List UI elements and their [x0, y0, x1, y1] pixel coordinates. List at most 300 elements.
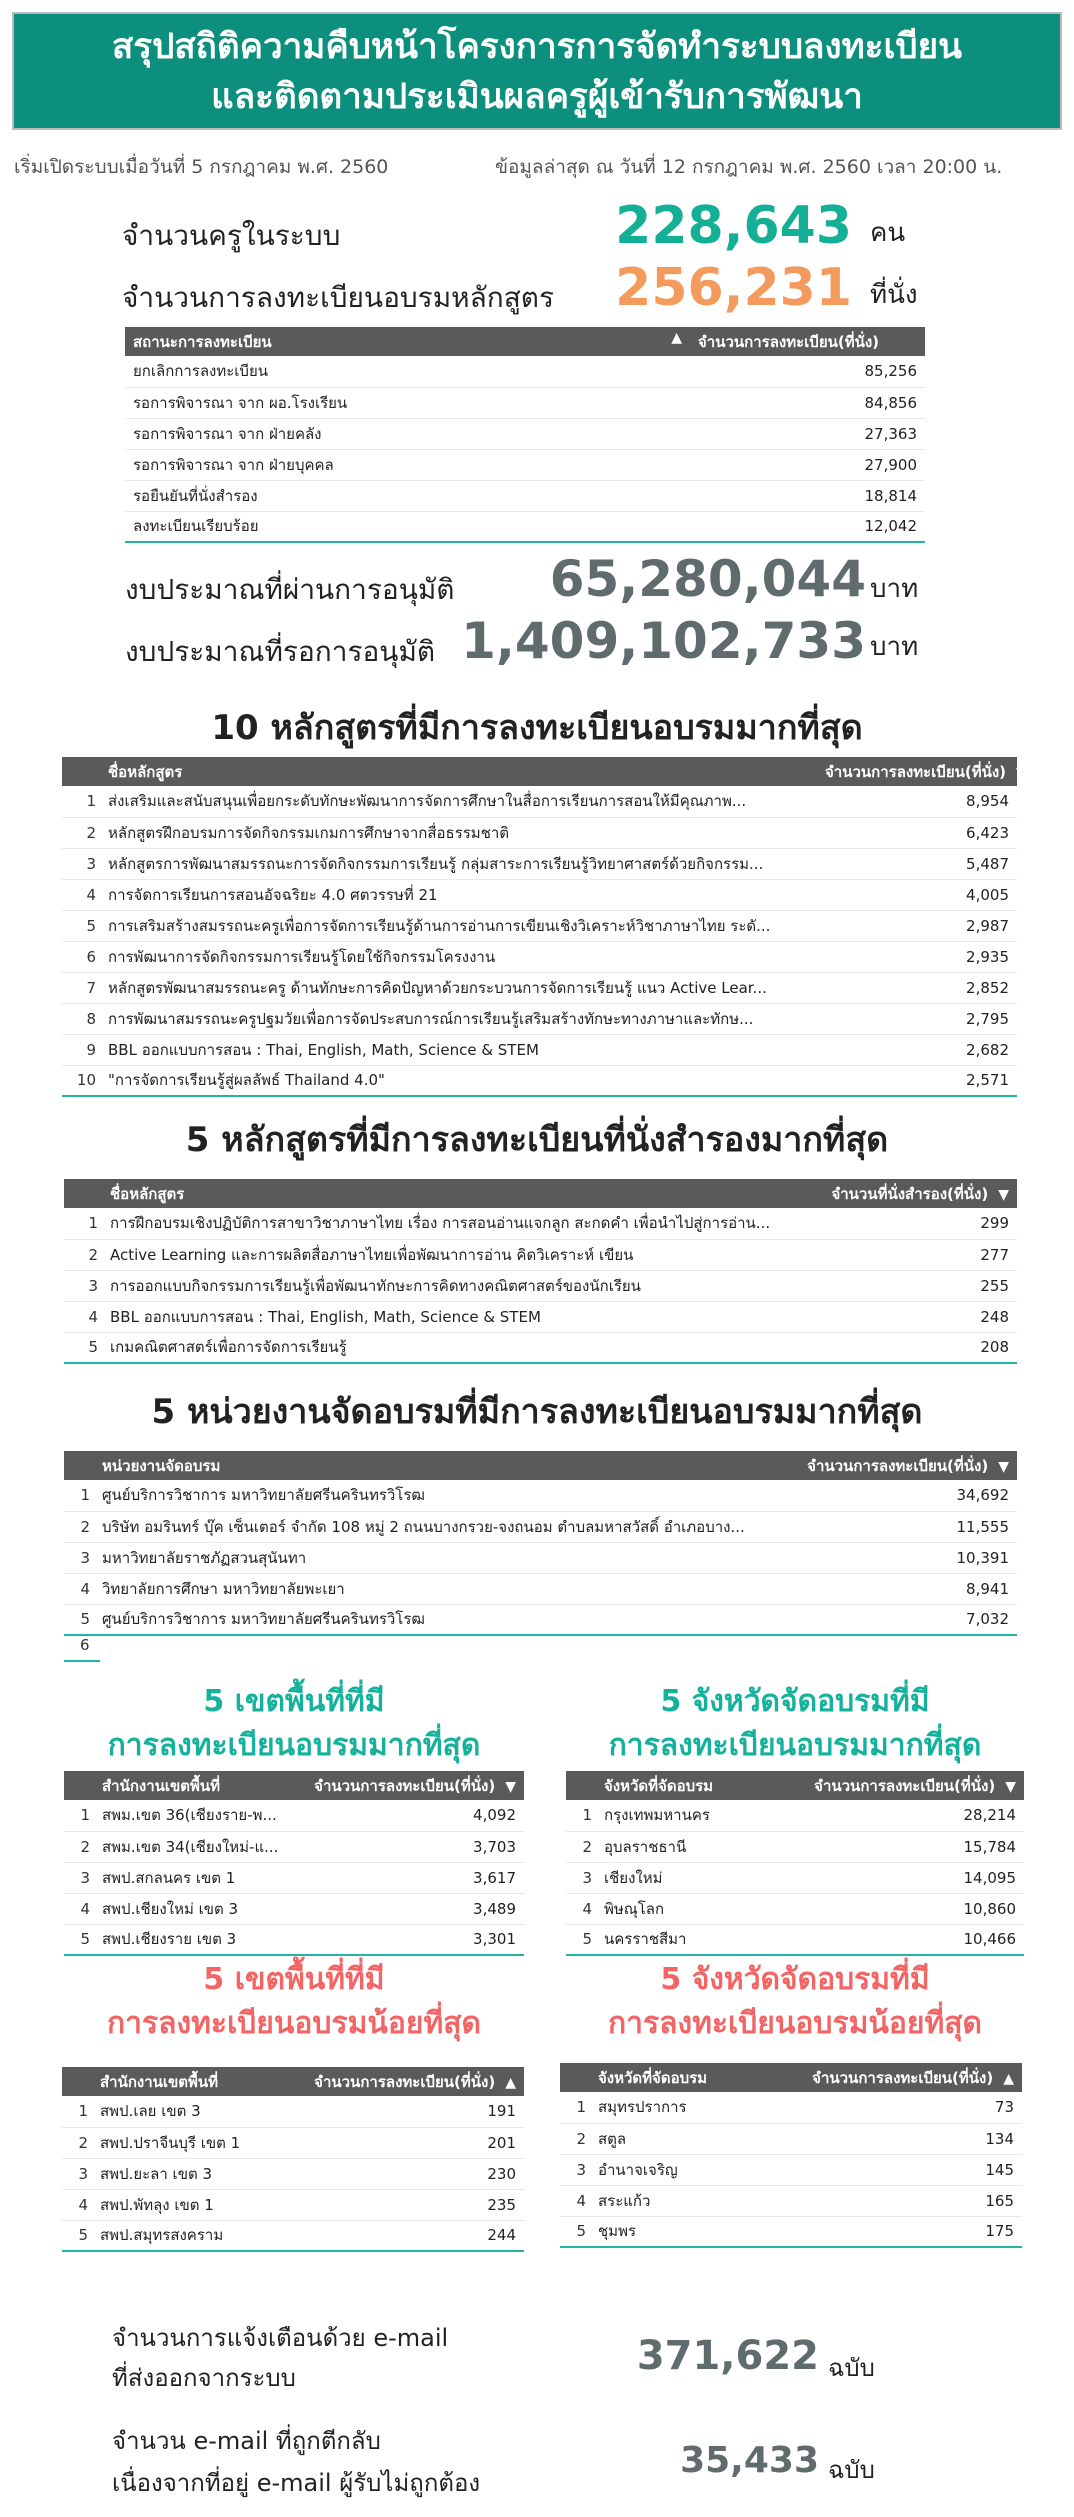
prov-most-table	[566, 1771, 1024, 1956]
row-value: 3,489	[294, 1893, 524, 1924]
row-value: 165	[792, 2185, 1022, 2216]
row-number: 1	[64, 1208, 102, 1239]
row-name	[125, 511, 690, 542]
row-name	[94, 1831, 294, 1862]
row-number: 5	[62, 2220, 92, 2251]
row-number: 1	[62, 786, 100, 817]
row-value: 134	[792, 2123, 1022, 2154]
triangle-down-icon[interactable]: ▼	[998, 1458, 1009, 1475]
table-row[interactable]	[125, 418, 925, 449]
row-name	[100, 910, 817, 941]
row-name	[102, 1332, 817, 1363]
row-value: 201	[294, 2127, 524, 2158]
row-name	[100, 941, 817, 972]
course-col-header[interactable]: ชื่อหลักสูตร	[102, 1179, 817, 1208]
top5reserve-title: 5 หลักสูตรที่มีการลงทะเบียนที่นั่งสำรองมากที่สุด	[185, 1120, 889, 1160]
row-value: 3,301	[294, 1924, 524, 1955]
triangle-down-icon[interactable]: ▼	[1016, 764, 1027, 781]
row-name-text: BBL ออกแบบการสอน : Thai, English, Math, Science & STEM	[110, 1307, 541, 1326]
row-value: 255	[817, 1270, 1017, 1301]
row-value: 2,852	[817, 972, 1017, 1003]
budget-pending-unit: บาท	[870, 632, 919, 662]
table-row[interactable]	[62, 941, 1017, 972]
extra-row-line	[64, 1660, 100, 1662]
table-row[interactable]	[62, 1065, 1017, 1096]
row-name-text: การจัดการเรียนการสอนอัจฉริยะ 4.0 ศตวรรษที่ 21	[108, 885, 438, 904]
row-value: 27,363	[690, 418, 925, 449]
row-number: 3	[64, 1862, 94, 1893]
table-row[interactable]	[125, 356, 925, 387]
row-value: 84,856	[690, 387, 925, 418]
table-row[interactable]	[62, 1034, 1017, 1065]
teachers-unit: คน	[870, 218, 906, 248]
table-row[interactable]	[566, 1924, 1024, 1955]
row-value: 7,032	[797, 1604, 1017, 1635]
row-name	[596, 1893, 794, 1924]
table-row[interactable]	[64, 1270, 1017, 1301]
row-number: 5	[64, 1924, 94, 1955]
teachers-value: 228,643	[615, 196, 852, 256]
count-col-header[interactable]: จำนวนการลงทะเบียน(ที่นั่ง) ▲	[294, 2067, 524, 2096]
table-row[interactable]	[125, 480, 925, 511]
row-name-text: สระแก้ว	[598, 2191, 651, 2210]
row-name-text: อุบลราชธานี	[604, 1837, 687, 1856]
budget-approved-value: 65,280,044	[549, 550, 866, 608]
row-name-text: การพัฒนาสมรรถนะครูปฐมวัยเพื่อการจัดประสบการณ์การเรียนรู้เสริมสร้างทักษะทางภาษาและทักษ...	[108, 1009, 754, 1028]
row-name-text: นครราชสีมา	[604, 1930, 687, 1949]
triangle-down-icon[interactable]: ▼	[998, 1186, 1009, 1203]
row-name	[94, 1542, 797, 1573]
table-row[interactable]	[560, 2092, 1022, 2123]
table-row[interactable]	[62, 910, 1017, 941]
top5units-table	[64, 1451, 1017, 1636]
row-name	[100, 817, 817, 848]
row-name	[94, 1800, 294, 1831]
row-value: 2,987	[817, 910, 1017, 941]
row-value: 85,256	[690, 356, 925, 387]
row-value: 248	[817, 1301, 1017, 1332]
row-value: 6,423	[817, 817, 1017, 848]
row-value: 4,005	[817, 879, 1017, 910]
registrations-label: จำนวนการลงทะเบียนอบรมหลักสูตร	[122, 281, 555, 314]
table-header	[62, 757, 1017, 786]
email-bounced-label-line2: เนื่องจากที่อยู่ e-mail ผู้รับไม่ถูกต้อง	[112, 2469, 481, 2497]
table-header	[64, 1179, 1017, 1208]
row-number: 4	[560, 2185, 590, 2216]
budget-pending-label: งบประมาณที่รอการอนุมัติ	[125, 635, 436, 668]
row-name	[94, 1511, 797, 1542]
row-value: 3,617	[294, 1862, 524, 1893]
prov-most-title	[565, 1680, 1025, 1768]
row-name-text: สตูล	[598, 2129, 627, 2148]
row-name	[94, 1480, 797, 1511]
row-value: 34,692	[797, 1480, 1017, 1511]
row-number: 1	[64, 1800, 94, 1831]
row-name-text: หลักสูตรการพัฒนาสมรรถนะการจัดกิจกรรมการเรียนรู้ กลุ่มสาระการเรียนรู้วิทยาศาสตร์ด้วยกิจกรรม...	[108, 854, 764, 873]
row-name	[100, 879, 817, 910]
table-row[interactable]	[64, 1301, 1017, 1332]
table-row[interactable]	[566, 1800, 1024, 1831]
table-header	[64, 1771, 524, 1800]
row-number: 4	[566, 1893, 596, 1924]
row-value: 191	[294, 2096, 524, 2127]
row-name-text: สพป.เลย เขต 3	[100, 2102, 201, 2121]
row-value: 235	[294, 2189, 524, 2220]
row-number: 5	[566, 1924, 596, 1955]
report-header	[12, 12, 1062, 130]
row-number: 2	[566, 1831, 596, 1862]
row-number: 1	[64, 1480, 94, 1511]
row-name	[92, 2096, 294, 2127]
reserve-col-header[interactable]: จำนวนที่นั่งสำรอง(ที่นั่ง) ▼	[817, 1179, 1017, 1208]
row-name-text: ศูนย์บริการวิชาการ มหาวิทยาลัยศรีนครินทรวิโรฒ	[102, 1486, 425, 1505]
prov-least-title-line2: การลงทะเบียนอบรมน้อยที่สุด	[607, 2006, 983, 2041]
row-name-text: ยกเลิกการลงทะเบียน	[133, 362, 268, 381]
row-value: 2,795	[817, 1003, 1017, 1034]
area-least-title	[64, 1958, 524, 2046]
row-name	[100, 786, 817, 817]
row-name	[92, 2189, 294, 2220]
row-value: 14,095	[794, 1862, 1024, 1893]
row-name-text: พิษณุโลก	[604, 1899, 665, 1918]
row-name-text: สพป.พัทลุง เขต 1	[100, 2195, 214, 2214]
area-col-header[interactable]: สำนักงานเขตพื้นที่	[94, 1771, 294, 1800]
budget-pending-value: 1,409,102,733	[461, 612, 866, 670]
prov-least-title	[565, 1958, 1025, 2046]
row-number: 2	[62, 2127, 92, 2158]
table-row[interactable]	[64, 1862, 524, 1893]
table-row[interactable]	[125, 387, 925, 418]
row-number: 2	[62, 817, 100, 848]
row-number: 3	[64, 1542, 94, 1573]
row-name-text: มหาวิทยาลัยราชภัฏสวนสุนันทา	[102, 1548, 307, 1567]
row-name	[92, 2220, 294, 2251]
row-name-text: การเสริมสร้างสมรรถนะครูเพื่อการจัดการเรียนรู้ด้านการอ่านการเขียนเชิงวิเคราะห์วิชาภาษาไทย ระดั...	[108, 916, 771, 935]
row-number: 2	[64, 1239, 102, 1270]
row-name	[100, 1065, 817, 1096]
row-name	[100, 1003, 817, 1034]
table-row[interactable]	[560, 2185, 1022, 2216]
triangle-up-icon[interactable]: ▲	[1003, 2070, 1014, 2087]
table-row[interactable]	[566, 1862, 1024, 1893]
table-row[interactable]	[64, 1480, 1017, 1511]
row-number: 4	[62, 2189, 92, 2220]
row-value: 277	[817, 1239, 1017, 1270]
teachers-label: จำนวนครูในระบบ	[122, 219, 341, 252]
row-number: 5	[62, 910, 100, 941]
budget-approved-unit: บาท	[870, 574, 919, 604]
row-name-text: สมุทรปราการ	[598, 2098, 687, 2117]
email-bounced-label	[112, 2420, 480, 2504]
latest-update: ข้อมูลล่าสุด ณ วันที่ 12 กรกฎาคม พ.ศ. 2560 เวลา 20:00 น.	[495, 156, 1003, 178]
table-row[interactable]	[62, 2158, 524, 2189]
area-most-title-line2: การลงทะเบียนอบรมมากที่สุด	[107, 1728, 481, 1763]
row-name	[102, 1239, 817, 1270]
row-name	[102, 1301, 817, 1332]
row-number: 4	[64, 1893, 94, 1924]
row-value: 145	[792, 2154, 1022, 2185]
row-name	[590, 2216, 792, 2247]
row-name	[100, 848, 817, 879]
row-number: 5	[64, 1332, 102, 1363]
row-name-text: หลักสูตรพัฒนาสมรรถนะครู ด้านทักษะการคิดปัญหาด้วยกระบวนการจัดการเรียนรู้ แนว Active Lear...	[108, 978, 767, 997]
row-value: 4,092	[294, 1800, 524, 1831]
table-row[interactable]	[560, 2123, 1022, 2154]
row-name-text: รอการพิจารณา จาก ผอ.โรงเรียน	[133, 393, 348, 412]
row-number: 3	[566, 1862, 596, 1893]
email-bounced-unit: ฉบับ	[828, 2456, 875, 2484]
row-name-text: สพป.เชียงใหม่ เขต 3	[102, 1899, 239, 1918]
row-value: 12,042	[690, 511, 925, 542]
top5reserve-table	[64, 1179, 1017, 1364]
area-col-header[interactable]: สำนักงานเขตพื้นที่	[92, 2067, 294, 2096]
row-name	[92, 2158, 294, 2189]
row-number: 3	[62, 2158, 92, 2189]
row-name-text: รอการพิจารณา จาก ฝ่ายคลัง	[133, 424, 322, 443]
table-header	[64, 1451, 1017, 1480]
row-name-text: Active Learning และการผลิตสื่อภาษาไทยเพื่อพัฒนาการอ่าน คิดวิเคราะห์ เขียน	[110, 1245, 634, 1264]
top10-table	[62, 757, 1027, 1097]
table-row[interactable]	[62, 2220, 524, 2251]
table-row[interactable]	[64, 1511, 1017, 1542]
row-value: 28,214	[794, 1800, 1024, 1831]
row-name	[590, 2185, 792, 2216]
row-value: 73	[792, 2092, 1022, 2123]
row-name	[94, 1862, 294, 1893]
row-number: 9	[62, 1034, 100, 1065]
area-most-title	[64, 1680, 524, 1768]
row-name	[94, 1893, 294, 1924]
row-name	[102, 1208, 817, 1239]
top10-title: 10 หลักสูตรที่มีการลงทะเบียนอบรมมากที่สุด	[211, 708, 863, 748]
row-name-text: สพม.เขต 36(เชียงราย-พ...	[102, 1806, 277, 1825]
count-col-header[interactable]: จำนวนการลงทะเบียน(ที่นั่ง) ▼	[794, 1771, 1024, 1800]
row-name-text: สพป.สกลนคร เขต 1	[102, 1868, 236, 1887]
row-value: 11,555	[797, 1511, 1017, 1542]
row-name-text: เกมคณิตศาสตร์เพื่อการจัดการเรียนรู้	[110, 1338, 347, 1357]
table-header	[566, 1771, 1024, 1800]
row-name-text: ลงทะเบียนเรียบร้อย	[133, 517, 259, 536]
email-bounced-label-line1: จำนวน e-mail ที่ถูกตีกลับ	[112, 2427, 381, 2455]
status-table	[125, 327, 925, 543]
row-number: 1	[566, 1800, 596, 1831]
row-name-text: บริษัท อมรินทร์ บุ๊ค เซ็นเตอร์ จำกัด 108 หมู่ 2 ถนนบางกรวย-จงถนอม ตำบลมหาสวัสดิ์ อำเภอบาง...	[102, 1517, 745, 1536]
row-name	[596, 1924, 794, 1955]
count-col-header[interactable]: จำนวนการลงทะเบียน(ที่นั่ง) ▼	[294, 1771, 524, 1800]
email-sent-unit: ฉบับ	[828, 2354, 875, 2382]
row-name-text: สพป.เชียงราย เขต 3	[102, 1930, 237, 1949]
row-name-text: "การจัดการเรียนรู้สู่ผลลัพธ์ Thailand 4.0"	[108, 1071, 385, 1090]
table-row[interactable]	[64, 1332, 1017, 1363]
row-value: 2,935	[817, 941, 1017, 972]
row-name	[596, 1862, 794, 1893]
row-name	[94, 1573, 797, 1604]
row-name-text: หลักสูตรฝึกอบรมการจัดกิจกรรมเกมการศึกษาจากสื่อธรรมชาติ	[108, 823, 510, 842]
row-name-text: การออกแบบกิจกรรมการเรียนรู้เพื่อพัฒนาทักษะการคิดทางคณิตศาสตร์ของนักเรียน	[110, 1276, 641, 1295]
status-count-col-header[interactable]: จำนวนการลงทะเบียน(ที่นั่ง)	[690, 327, 925, 356]
row-value: 10,391	[797, 1542, 1017, 1573]
row-name-text: การพัฒนาการจัดกิจกรรมการเรียนรู้โดยใช้กิจกรรมโครงงาน	[108, 947, 496, 966]
row-number: 2	[560, 2123, 590, 2154]
header-line1: สรุปสถิติความคืบหน้าโครงการการจัดทำระบบลงทะเบียน	[111, 27, 963, 67]
row-number: 1	[62, 2096, 92, 2127]
row-value: 10,466	[794, 1924, 1024, 1955]
triangle-down-icon[interactable]: ▼	[1005, 1778, 1016, 1795]
table-row[interactable]	[566, 1893, 1024, 1924]
row-value: 10,860	[794, 1893, 1024, 1924]
row-name-text: อำนาจเจริญ	[598, 2160, 678, 2179]
table-row[interactable]	[62, 879, 1017, 910]
area-least-title-line1: 5 เขตพื้นที่ที่มี	[203, 1962, 385, 1997]
row-name-text: BBL ออกแบบการสอน : Thai, English, Math, Science & STEM	[108, 1040, 539, 1059]
row-name	[590, 2154, 792, 2185]
row-number: 6	[62, 941, 100, 972]
row-name-text: วิทยาลัยการศึกษา มหาวิทยาลัยพะเยา	[102, 1579, 345, 1598]
email-sent-label-line2: ที่ส่งออกจากระบบ	[112, 2364, 296, 2392]
triangle-up-icon[interactable]: ▲	[505, 2074, 516, 2091]
triangle-down-icon[interactable]: ▼	[505, 1778, 516, 1795]
table-row[interactable]	[125, 449, 925, 480]
table-row[interactable]	[560, 2154, 1022, 2185]
table-row[interactable]	[64, 1831, 524, 1862]
row-number: 10	[62, 1065, 100, 1096]
row-name-text: ศูนย์บริการวิชาการ มหาวิทยาลัยศรีนครินทรวิโรฒ	[102, 1610, 425, 1629]
course-col-header[interactable]: ชื่อหลักสูตร	[100, 757, 817, 786]
row-name	[125, 449, 690, 480]
row-name-text: กรุงเทพมหานคร	[604, 1806, 710, 1825]
status-col-header[interactable]: สถานะการลงทะเบียน ▲	[125, 327, 690, 356]
triangle-up-icon[interactable]: ▲	[671, 329, 682, 346]
row-value: 2,571	[817, 1065, 1017, 1096]
area-least-table	[62, 2067, 524, 2252]
row-number: 3	[560, 2154, 590, 2185]
registrations-value: 256,231	[615, 258, 852, 318]
row-name	[94, 1924, 294, 1955]
count-col-header[interactable]: จำนวนการลงทะเบียน(ที่นั่ง) ▲	[792, 2063, 1022, 2092]
row-number: 4	[64, 1573, 94, 1604]
table-header	[560, 2063, 1022, 2092]
table-row[interactable]	[566, 1831, 1024, 1862]
table-row[interactable]	[64, 1208, 1017, 1239]
province-col-header[interactable]: จังหวัดที่จัดอบรม	[590, 2063, 792, 2092]
table-row[interactable]	[62, 2189, 524, 2220]
table-row[interactable]	[64, 1800, 524, 1831]
table-row[interactable]	[62, 786, 1017, 817]
row-name	[125, 356, 690, 387]
table-row[interactable]	[125, 511, 925, 542]
row-number: 5	[64, 1604, 94, 1635]
unit-col-header[interactable]: หน่วยงานจัดอบรม	[94, 1451, 797, 1480]
table-row[interactable]	[64, 1604, 1017, 1635]
table-row[interactable]	[62, 817, 1017, 848]
row-number: 1	[560, 2092, 590, 2123]
row-name	[92, 2127, 294, 2158]
header-line2: และติดตามประเมินผลครูผู้เข้ารับการพัฒนา	[211, 77, 863, 117]
row-name	[590, 2123, 792, 2154]
row-name	[125, 480, 690, 511]
row-name-text: ส่งเสริมและสนับสนุนเพื่อยกระดับทักษะพัฒนาการจัดการศึกษาในสื่อการเรียนการสอนให้มีคุณภาพ...	[108, 792, 747, 811]
row-name-text: รอการพิจารณา จาก ฝ่ายบุคคล	[133, 455, 334, 474]
row-value: 8,941	[797, 1573, 1017, 1604]
row-value: 175	[792, 2216, 1022, 2247]
count-col-header[interactable]: จำนวนการลงทะเบียน(ที่นั่ง) ▼	[797, 1451, 1017, 1480]
row-value: 230	[294, 2158, 524, 2189]
row-value: 27,900	[690, 449, 925, 480]
row-number: 5	[560, 2216, 590, 2247]
row-name	[596, 1831, 794, 1862]
row-number: 4	[62, 879, 100, 910]
table-row[interactable]	[64, 1573, 1017, 1604]
row-value: 5,487	[817, 848, 1017, 879]
row-name-text: ชุมพร	[598, 2222, 637, 2241]
row-number: 4	[64, 1301, 102, 1332]
row-value: 3,703	[294, 1831, 524, 1862]
table-row[interactable]	[64, 1542, 1017, 1573]
registrations-unit: ที่นั่ง	[870, 280, 918, 310]
row-name-text: รอยืนยันที่นั่งสำรอง	[133, 486, 258, 505]
prov-most-title-line1: 5 จังหวัดจัดอบรมที่มี	[660, 1684, 930, 1719]
open-date: เริ่มเปิดระบบเมื่อวันที่ 5 กรกฎาคม พ.ศ. 2560	[14, 156, 389, 178]
top5units-title: 5 หน่วยงานจัดอบรมที่มีการลงทะเบียนอบรมมากที่สุด	[151, 1392, 923, 1432]
table-row[interactable]	[64, 1239, 1017, 1270]
row-name-text: สพป.ยะลา เขต 3	[100, 2164, 212, 2183]
table-row[interactable]	[62, 972, 1017, 1003]
row-name-text: สพป.สมุทรสงคราม	[100, 2226, 224, 2245]
email-sent-label	[112, 2318, 448, 2398]
budget-approved-label: งบประมาณที่ผ่านการอนุมัติ	[125, 573, 455, 606]
area-most-title-line1: 5 เขตพื้นที่ที่มี	[203, 1684, 385, 1719]
table-header	[125, 327, 925, 356]
prov-least-table	[560, 2063, 1022, 2248]
row-name	[590, 2092, 792, 2123]
row-number: 7	[62, 972, 100, 1003]
row-name-text: สพม.เขต 34(เชียงใหม่-แ...	[102, 1837, 279, 1856]
row-value: 208	[817, 1332, 1017, 1363]
area-most-table	[64, 1771, 524, 1956]
row-name	[125, 387, 690, 418]
row-number: 2	[64, 1831, 94, 1862]
table-row[interactable]	[64, 1893, 524, 1924]
table-row[interactable]	[560, 2216, 1022, 2247]
row-number: 8	[62, 1003, 100, 1034]
row-name-text: เชียงใหม่	[604, 1868, 663, 1887]
count-col-header[interactable]: จำนวนการลงทะเบียน(ที่นั่ง) ▼	[817, 757, 1017, 786]
extra-row-number: 6	[80, 1636, 90, 1654]
row-name	[100, 1034, 817, 1065]
row-name	[596, 1800, 794, 1831]
prov-least-title-line1: 5 จังหวัดจัดอบรมที่มี	[660, 1962, 930, 1997]
row-name-text: สพป.ปราจีนบุรี เขต 1	[100, 2133, 241, 2152]
row-number: 3	[62, 848, 100, 879]
row-name	[125, 418, 690, 449]
area-least-title-line2: การลงทะเบียนอบรมน้อยที่สุด	[106, 2006, 482, 2041]
table-row[interactable]	[62, 848, 1017, 879]
email-sent-label-line1: จำนวนการแจ้งเตือนด้วย e-mail	[112, 2324, 449, 2352]
row-value: 299	[817, 1208, 1017, 1239]
table-row[interactable]	[62, 1003, 1017, 1034]
row-name-text: การฝึกอบรมเชิงปฏิบัติการสาขาวิชาภาษาไทย เรื่อง การสอนอ่านแจกลูก สะกดคำ เพื่อนำไปสู่การอ่าน...	[110, 1214, 771, 1233]
table-row[interactable]	[62, 2127, 524, 2158]
row-name	[100, 972, 817, 1003]
province-col-header[interactable]: จังหวัดที่จัดอบรม	[596, 1771, 794, 1800]
table-row[interactable]	[62, 2096, 524, 2127]
row-value: 244	[294, 2220, 524, 2251]
row-name	[102, 1270, 817, 1301]
email-bounced-value: 35,433	[680, 2440, 819, 2481]
table-row[interactable]	[64, 1924, 524, 1955]
row-value: 8,954	[817, 786, 1017, 817]
row-name	[94, 1604, 797, 1635]
